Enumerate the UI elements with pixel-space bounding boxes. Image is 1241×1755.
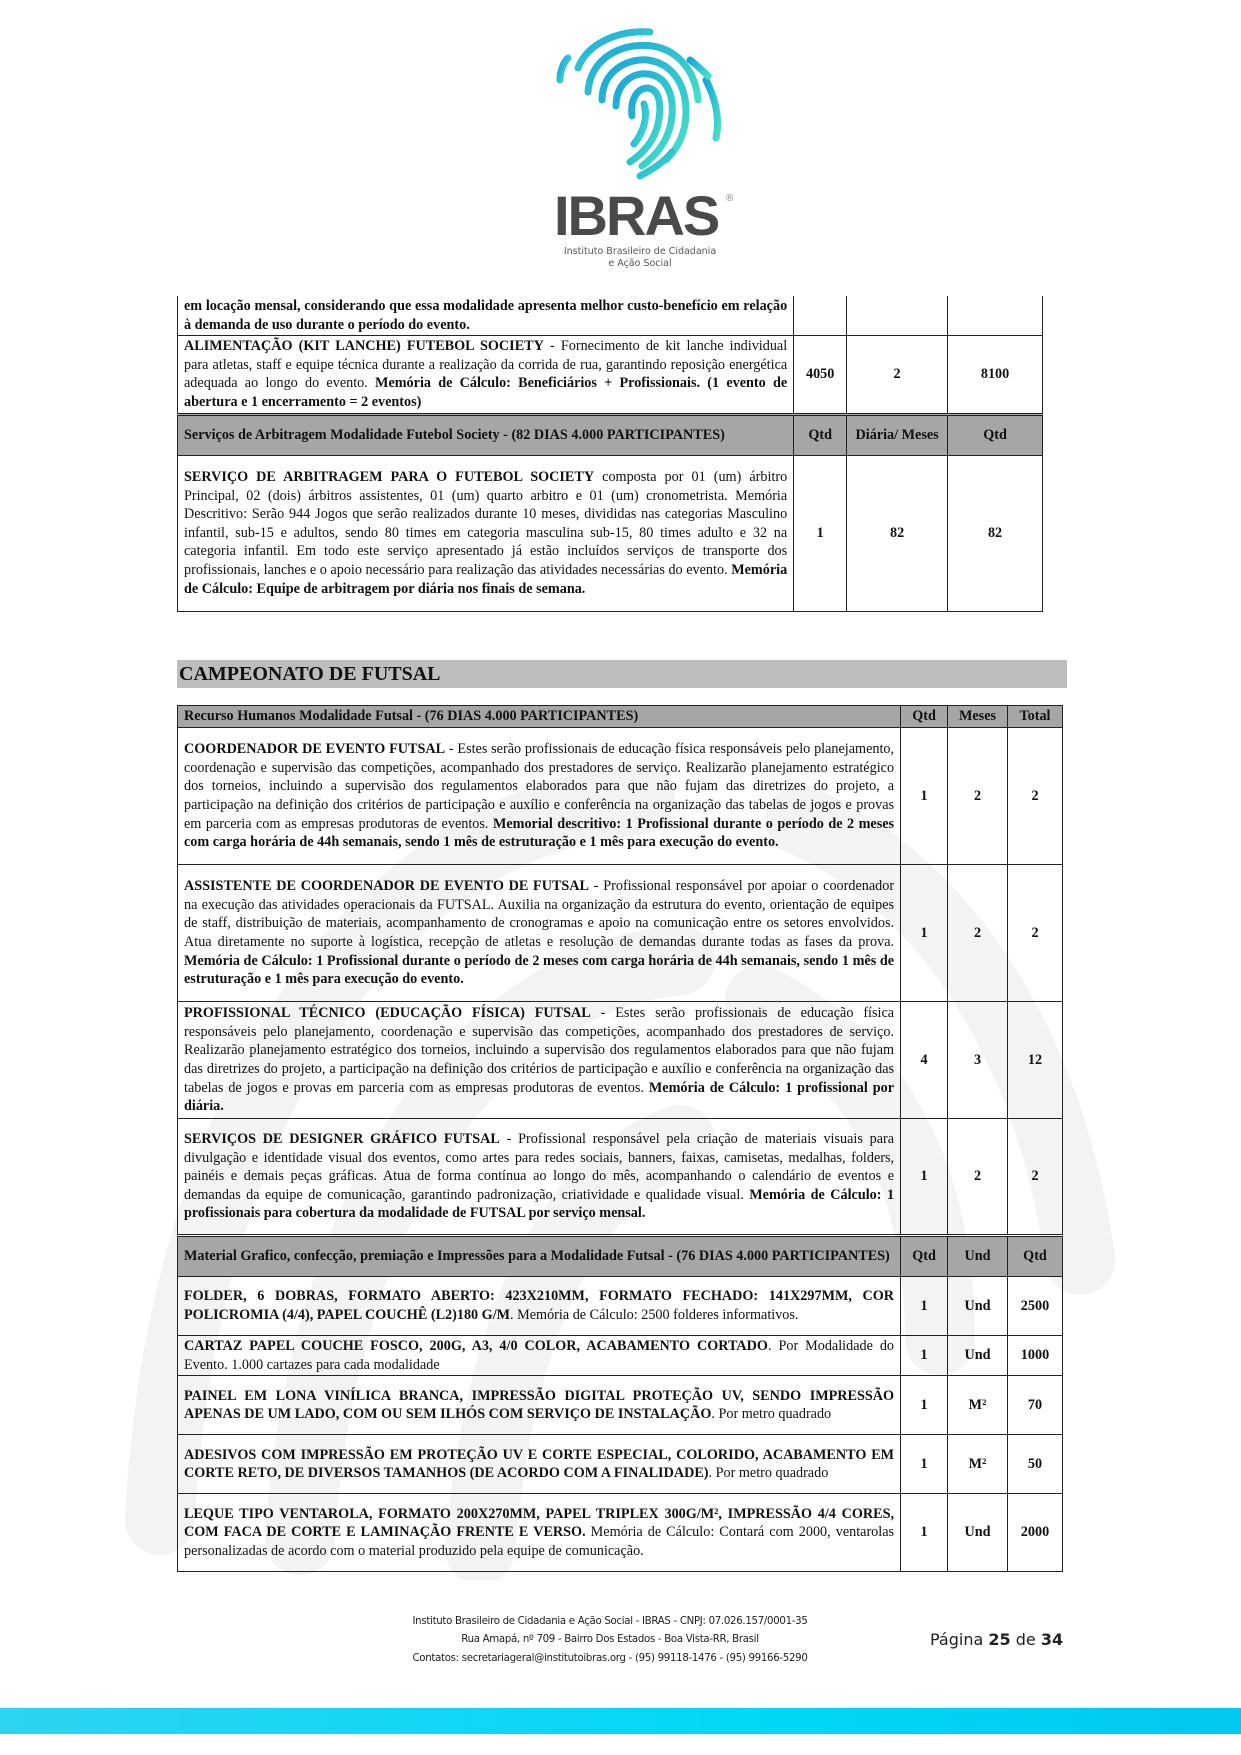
item-total: 1000 xyxy=(1007,1336,1062,1376)
page-number: Página 25 de 34 xyxy=(930,1630,1064,1649)
table-row xyxy=(178,336,1043,414)
table-row xyxy=(178,1376,1063,1435)
col-header-qtd-total: Qtd xyxy=(948,414,1043,455)
footer-address xyxy=(390,1613,830,1668)
footer-line-2: Rua Amapá, nº 709 - Bairro Dos Estados - Boa Vista-RR, Brasil xyxy=(461,1634,759,1646)
item-und: M² xyxy=(948,1435,1008,1494)
table-row xyxy=(178,1336,1063,1376)
col-header-qtd-total: Qtd xyxy=(1007,1236,1062,1277)
item-qtd: 1 xyxy=(901,1119,948,1236)
material-header-label: Material Grafico, confecção, premiação e Impressões para a Modalidade Futsal - (76 DIAS 4.000 PARTICIPANTES) xyxy=(178,1236,901,1277)
section-header-label: Serviços de Arbitragem Modalidade Futebol Society - (82 DIAS 4.000 PARTICIPANTES) xyxy=(178,414,794,455)
item-meses: 3 xyxy=(948,1002,1008,1119)
item-qtd: 4050 xyxy=(794,336,847,414)
futsal-table xyxy=(177,705,1063,1572)
item-total: 12 xyxy=(1007,1002,1062,1119)
item-description: PROFISSIONAL TÉCNICO (EDUCAÇÃO FÍSICA) FUTSAL - Estes serão profissionais de educação física responsáveis pelo planejamento, coordenação e supervisão das competições, acompanhado dos prestadores de serviço. Realizarão planejamento estratégico dos torneios, incluindo a supervisão dos regulamentos elaborados para que não fujam das diretrizes do projeto, a participação na definição dos critérios de participação e auxílio e conferência na organização das tabelas de jogos e provas em parceria com as empresas produtoras de eventos. Memória de Cálculo: 1 profissional por diária. xyxy=(178,1002,901,1119)
item-meses: 2 xyxy=(948,1119,1008,1236)
table-row xyxy=(178,455,1043,611)
item-qtd: 4 xyxy=(901,1002,948,1119)
item-qtd: 1 xyxy=(901,1277,948,1336)
table-row xyxy=(178,296,1043,336)
item-description: PAINEL EM LONA VINÍLICA BRANCA, IMPRESSÃO DIGITAL PROTEÇÃO UV, SENDO IMPRESSÃO APENAS DE UM LADO, COM OU SEM ILHÓS COM SERVIÇO DE INSTALAÇÃO. Por metro quadrado xyxy=(178,1376,901,1435)
item-qtd: 1 xyxy=(794,455,847,611)
item-und: M² xyxy=(948,1376,1008,1435)
ibras-logo xyxy=(540,20,740,270)
col-header-und: Und xyxy=(948,1236,1008,1277)
item-description: CARTAZ PAPEL COUCHE FOSCO, 200G, A3, 4/0 COLOR, ACABAMENTO CORTADO. Por Modalidade do Evento. 1.000 cartazes para cada modalidade xyxy=(178,1336,901,1376)
table-row xyxy=(178,865,1063,1002)
item-qtd: 1 xyxy=(901,1494,948,1572)
item-total: 8100 xyxy=(948,336,1043,414)
col-header-qtd: Qtd xyxy=(901,1236,948,1277)
item-qtd: 1 xyxy=(901,728,948,865)
item-description: FOLDER, 6 DOBRAS, FORMATO ABERTO: 423X210MM, FORMATO FECHADO: 141X297MM, COR POLICROMIA (4/4), PAPEL COUCHÊ (L2)180 G/M. Memória de Cálculo: 2500 folderes informativos. xyxy=(178,1277,901,1336)
item-total: 2500 xyxy=(1007,1277,1062,1336)
item-description: ALIMENTAÇÃO (KIT LANCHE) FUTEBOL SOCIETY - Fornecimento de kit lanche individual para atletas, staff e equipe técnica durante a realização da corrida de rua, garantindo reposição energética adequada ao longo do evento. Memória de Cálculo: Beneficiários + Profissionais. (1 evento de abertura e 1 encerramento = 2 eventos) xyxy=(178,336,794,414)
logo-subtitle-line2: e Ação Social xyxy=(608,258,672,269)
item-total: 70 xyxy=(1007,1376,1062,1435)
table-row xyxy=(178,1119,1063,1236)
item-qtd: 1 xyxy=(901,1435,948,1494)
item-diarias: 2 xyxy=(847,336,948,414)
col-header-qtd: Qtd xyxy=(901,706,948,728)
item-diarias xyxy=(847,296,948,336)
item-description: LEQUE TIPO VENTAROLA, FORMATO 200X270MM, PAPEL TRIPLEX 300G/M², IMPRESSÃO 4/4 CORES, COM FACA DE CORTE E LAMINAÇÃO FRENTE E VERSO. Memória de Cálculo: Contará com 2000, ventarolas personalizadas de acordo com o material produzido pela equipe de comunicação. xyxy=(178,1494,901,1572)
section-header-row xyxy=(178,414,1043,455)
item-description: SERVIÇOS DE DESIGNER GRÁFICO FUTSAL - Profissional responsável pela criação de materiais visuais para divulgação e identidade visual dos eventos, como artes para redes sociais, banners, faixas, camisetas, medalhas, folders, painéis e demais peças gráficas. Atua de forma contínua ao longo do mês, acompanhando o calendário de eventos e demandas da equipe de comunicação, garantindo padronização, criatividade e qualidade visual. Memória de Cálculo: 1 profissionais para cobertura da modalidade de FUTSAL por serviço mensal. xyxy=(178,1119,901,1236)
page-current: 25 xyxy=(988,1630,1011,1649)
item-description: em locação mensal, considerando que essa modalidade apresenta melhor custo-benefício em relação à demanda de uso durante o período do evento. xyxy=(178,296,794,336)
item-description: ADESIVOS COM IMPRESSÃO EM PROTEÇÃO UV E CORTE ESPECIAL, COLORIDO, ACABAMENTO EM CORTE RETO, DE DIVERSOS TAMANHOS (DE ACORDO COM A FINALIDADE). Por metro quadrado xyxy=(178,1435,901,1494)
item-total xyxy=(948,296,1043,336)
footer-color-bar xyxy=(0,1708,1241,1734)
item-qtd: 1 xyxy=(901,1336,948,1376)
item-und: Und xyxy=(948,1494,1008,1572)
footer-line-1: Instituto Brasileiro de Cidadania e Ação Social - IBRAS - CNPJ: 07.026.157/0001-35 xyxy=(412,1616,808,1627)
item-total: 50 xyxy=(1007,1435,1062,1494)
item-description: ASSISTENTE DE COORDENADOR DE EVENTO DE FUTSAL - Profissional responsável por apoiar o coordenador na execução das atividades operacionais da FUTSAL. Auxilia na organização da estrutura do evento, orientação de equipes de staff, distribuição de materiais, acompanhamento de cronogramas e apoio na comunicação entre os setores envolvidos. Atua diretamente no suporte à logística, recepção de atletas e resolução de demandas durante todas as fases da prova. Memória de Cálculo: 1 Profissional durante o período de 2 meses com carga horária de 44h semanais, sendo 1 mês de estruturação e 1 mês para execução do evento. xyxy=(178,865,901,1002)
item-qtd: 1 xyxy=(901,1376,948,1435)
col-header-diaria-meses: Diária/ Meses xyxy=(847,414,948,455)
page-total: 34 xyxy=(1040,1630,1064,1649)
item-meses: 2 xyxy=(948,865,1008,1002)
item-description: SERVIÇO DE ARBITRAGEM PARA O FUTEBOL SOCIETY composta por 01 (um) árbitro Principal, 02 (dois) árbitros assistentes, 01 (um) quarto arbitro e 01 (um) cronometrista. Memória Descritivo: Serão 944 Jogos que serão realizados durante 10 meses, divididas nas categorias Masculino infantil, sub-15 e adultos, sendo 80 times em categoria masculina sub-15, 80 times adulto e 32 na categoria infantil. Em todo este serviço apresentado já estão incluídos serviços de transporte dos profissionais, lanches e o apoio necessário para realização das atividades necessárias do evento. Memória de Cálculo: Equipe de arbitragem por diária nos finais de semana. xyxy=(178,455,794,611)
col-header-meses: Meses xyxy=(948,706,1008,728)
table-row xyxy=(178,728,1063,865)
col-header-qtd: Qtd xyxy=(794,414,847,455)
item-description: COORDENADOR DE EVENTO FUTSAL - Estes serão profissionais de educação física responsáveis pelo planejamento, coordenação e supervisão das competições, acompanhado dos prestadores de serviço. Realizarão planejamento estratégico dos torneios, incluindo a supervisão dos regulamentos elaborados para que não fujam das diretrizes do projeto, a participação na definição dos critérios de participação e auxílio e conferência na organização das tabelas de jogos e provas em parceria com as empresas produtoras de eventos. Memorial descritivo: 1 Profissional durante o período de 2 meses com carga horária de 44h semanais, sendo 1 mês de estruturação e 1 mês para execução do evento. xyxy=(178,728,901,865)
item-diarias: 82 xyxy=(847,455,948,611)
item-qtd xyxy=(794,296,847,336)
logo-subtitle-line1: Instituto Brasileiro de Cidadania xyxy=(563,246,717,257)
item-und: Und xyxy=(948,1336,1008,1376)
table-row xyxy=(178,1002,1063,1119)
table-row xyxy=(178,1277,1063,1336)
item-total: 2 xyxy=(1007,728,1062,865)
item-qtd: 1 xyxy=(901,865,948,1002)
table-row xyxy=(178,1435,1063,1494)
col-header-total: Total xyxy=(1007,706,1062,728)
item-meses: 2 xyxy=(948,728,1008,865)
footer-line-3: Contatos: secretariageral@institutoibras.org - (95) 99118-1476 - (95) 99166-5290 xyxy=(412,1652,808,1664)
fingerprint-brazil-map-icon xyxy=(540,20,740,185)
item-total: 2 xyxy=(1007,865,1062,1002)
item-und: Und xyxy=(948,1277,1008,1336)
logo-wordmark: IBRAS xyxy=(554,184,719,247)
rh-header-row xyxy=(178,706,1063,728)
rh-header-label: Recurso Humanos Modalidade Futsal - (76 DIAS 4.000 PARTICIPANTES) xyxy=(178,706,901,728)
table-row xyxy=(178,1494,1063,1572)
item-total: 2 xyxy=(1007,1119,1062,1236)
registered-mark: ® xyxy=(726,193,734,204)
material-header-row xyxy=(178,1236,1063,1277)
section-title: CAMPEONATO DE FUTSAL xyxy=(177,660,1067,688)
item-total: 2000 xyxy=(1007,1494,1062,1572)
society-table xyxy=(177,296,1043,612)
item-total: 82 xyxy=(948,455,1043,611)
